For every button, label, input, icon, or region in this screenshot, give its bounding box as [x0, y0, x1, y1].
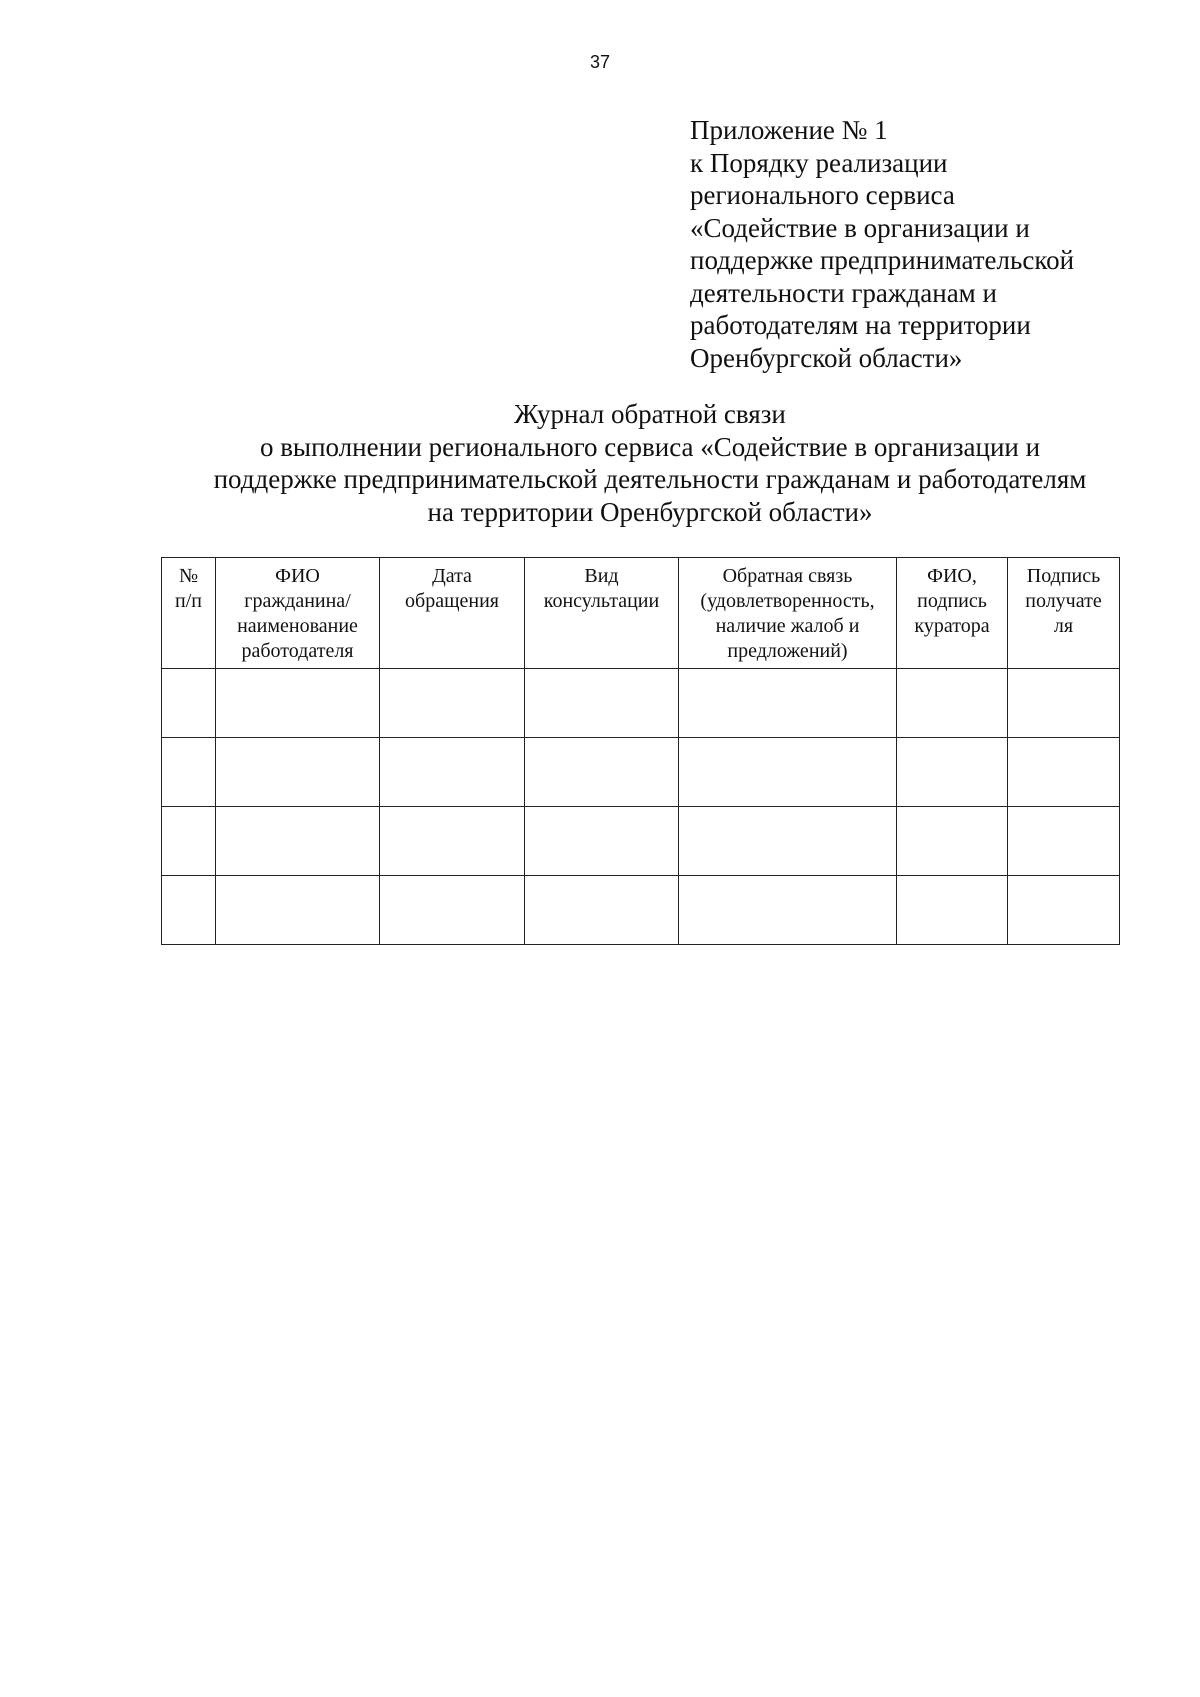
header-text: консультации [543, 590, 660, 612]
journal-title-line: поддержке предпринимательской деятельности гражданам и работодателям [213, 464, 1087, 494]
header-text: предложений) [727, 640, 848, 662]
table-cell [525, 807, 679, 876]
table-cell [216, 876, 380, 945]
table-cell [525, 738, 679, 807]
table-cell [380, 669, 525, 738]
appendix-heading [690, 114, 1170, 374]
appendix-line: деятельности гражданам и [690, 277, 997, 308]
header-text: ФИО, [927, 565, 977, 587]
journal-title [100, 398, 1200, 528]
header-text: наличие жалоб и [715, 615, 860, 637]
table-cell [216, 669, 380, 738]
table-cell [679, 669, 897, 738]
header-applicant-name [216, 558, 380, 669]
appendix-line: работодателям на территории [690, 310, 1031, 340]
header-text: Вид [584, 565, 619, 587]
table-cell [1008, 669, 1120, 738]
table-cell [897, 876, 1008, 945]
table-cell [525, 876, 679, 945]
header-feedback [679, 558, 897, 669]
table-cell [525, 669, 679, 738]
table-row [162, 807, 1120, 876]
table-cell [679, 807, 897, 876]
header-text: № [178, 565, 199, 587]
header-text: куратора [914, 615, 990, 637]
feedback-table [161, 557, 1120, 945]
appendix-line: «Содействие в организации и [690, 212, 1030, 243]
table-cell [380, 738, 525, 807]
table-cell [1008, 738, 1120, 807]
table-cell [897, 669, 1008, 738]
journal-title-line: на территории Оренбургской области» [427, 496, 873, 527]
header-recipient-signature [1008, 558, 1120, 669]
table-cell [380, 876, 525, 945]
appendix-line: регионального сервиса [690, 180, 955, 210]
table-cell [216, 738, 380, 807]
table-row [162, 876, 1120, 945]
header-consultation-type [525, 558, 679, 669]
header-text: получате [1025, 590, 1102, 612]
table-cell [897, 807, 1008, 876]
table-cell [162, 669, 216, 738]
table-cell [162, 807, 216, 876]
table-row [162, 738, 1120, 807]
header-text: (удовлетворенность, [700, 590, 875, 612]
header-curator [897, 558, 1008, 669]
header-text: ля [1053, 615, 1074, 637]
table-body [162, 669, 1120, 945]
table-cell [216, 807, 380, 876]
table-cell [162, 876, 216, 945]
journal-title-line: о выполнении регионального сервиса «Содействие в организации и [259, 431, 1041, 462]
header-request-date [380, 558, 525, 669]
header-text: п/п [175, 590, 202, 612]
table-cell [679, 738, 897, 807]
appendix-line: к Порядку реализации [690, 147, 948, 178]
table-cell [1008, 876, 1120, 945]
header-text: работодателя [241, 640, 354, 662]
table-cell [162, 738, 216, 807]
header-text: подпись [917, 590, 987, 612]
header-text: Дата [432, 565, 472, 587]
appendix-line: Приложение № 1 [690, 115, 888, 145]
appendix-line: Оренбургской области» [690, 342, 963, 373]
header-text: ФИО [275, 565, 320, 587]
appendix-line: поддержке предпринимательской [690, 245, 1075, 275]
table-header-row [162, 558, 1120, 669]
table-cell [1008, 807, 1120, 876]
table-row [162, 669, 1120, 738]
page-number: 37 [589, 52, 611, 72]
header-number [162, 558, 216, 669]
header-text: Обратная связь [722, 565, 853, 587]
header-text: наименование [237, 615, 358, 637]
table-cell [679, 876, 897, 945]
header-text: Подпись [1026, 565, 1101, 587]
header-text: обращения [405, 590, 499, 612]
journal-title-line: Журнал обратной связи [514, 399, 786, 429]
header-text: гражданина/ [244, 590, 351, 612]
table-cell [380, 807, 525, 876]
table-cell [897, 738, 1008, 807]
